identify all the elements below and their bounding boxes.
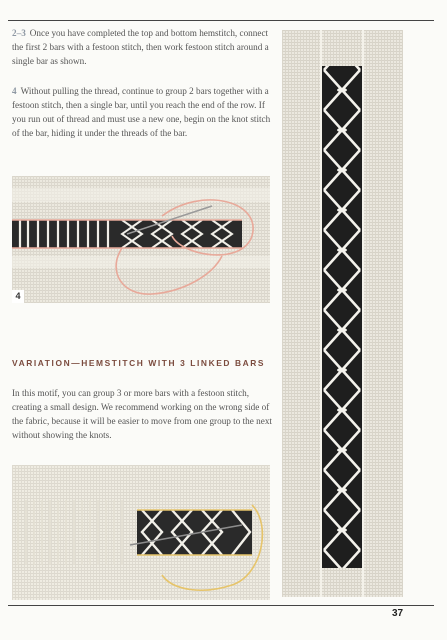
step-text: Without pulling the thread, continue to group 2 bars together with a festoon stitch, then a single bar, until you reach the end of the row. If you run out of thread and must use a new one, begin on the knot stitch of the bar, hiding it under the threads of the bar. [12,86,271,138]
embroidery-photo-variation [12,465,270,600]
step-number: 4 [12,86,17,96]
finished-row-photo [282,30,403,597]
step-4-paragraph [12,84,272,140]
step-2-3-paragraph [12,26,272,68]
top-rule [8,20,434,21]
step-text: Once you have completed the top and bottom hemstitch, connect the first 2 bars with a festoon stitch, then work festoon stitch around a single bar as shown. [12,28,269,66]
variation-heading: VARIATION—HEMSTITCH WITH 3 LINKED BARS [12,358,266,368]
step-4-photo [12,176,270,303]
step-number: 2–3 [12,28,26,38]
bottom-rule [8,605,434,606]
page-number: 37 [392,608,404,619]
embroidery-photo-step4 [12,176,270,303]
embroidery-photo-finished [282,30,403,597]
variation-photo [12,465,270,600]
photo-step-label: 4 [12,290,24,303]
variation-paragraph: In this motif, you can group 3 or more bars with a festoon stitch, creating a small design. We recommend working on the wrong side of the fabric, because it will be easier to move from one group to the next without showing the knots. [12,388,272,440]
